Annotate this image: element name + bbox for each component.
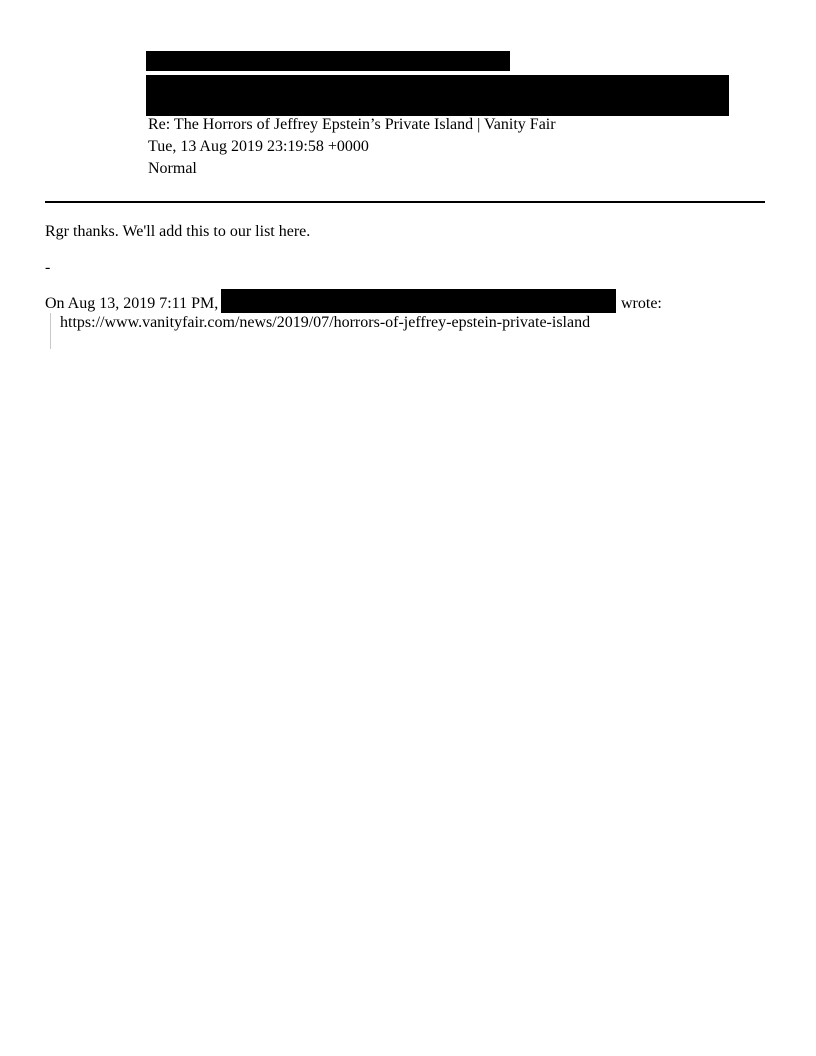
from-redaction <box>146 51 510 71</box>
quote-intro-suffix: wrote: <box>621 295 662 312</box>
quote-bar <box>50 313 51 349</box>
subject-value: Re: The Horrors of Jeffrey Epstein’s Private Island | Vanity Fair <box>148 116 556 133</box>
header-divider <box>45 201 765 203</box>
date-value: Tue, 13 Aug 2019 23:19:58 +0000 <box>148 138 369 155</box>
sender-redaction <box>221 289 616 313</box>
signature-separator: - <box>45 259 51 276</box>
to-redaction <box>146 75 729 116</box>
reply-text: Rgr thanks. We'll add this to our list here. <box>45 223 311 240</box>
quoted-link[interactable]: https://www.vanityfair.com/news/2019/07/horrors-of-jeffrey-epstein-private-island <box>60 314 591 331</box>
quote-intro <box>45 294 218 314</box>
importance-value: Normal <box>148 160 197 177</box>
quote-intro-prefix: On Aug 13, 2019 7:11 PM, <box>45 295 219 312</box>
